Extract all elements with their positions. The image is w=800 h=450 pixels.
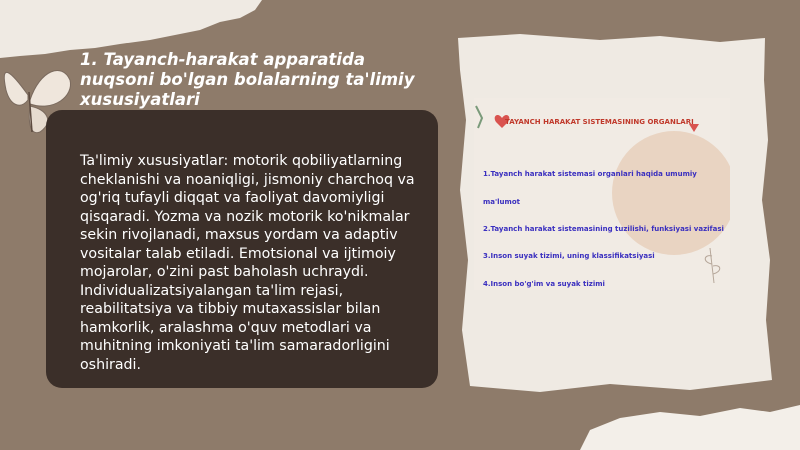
inset-item: 3.Inson suyak tizimi, uning klassifikatsiyasi: [483, 252, 655, 260]
inset-slide-image: [474, 98, 730, 290]
inset-item: 1.Tayanch harakat sistemasi organlari haqida umumiy: [483, 170, 697, 178]
inset-item: 2.Tayanch harakat sistemasining tuzilishi, funksiyasi vazifasi: [483, 225, 724, 233]
torn-paper-bottom-right: [580, 405, 800, 450]
inset-item: 4.Inson bo'g'im va suyak tizimi: [483, 280, 605, 288]
inset-title: TAYANCH HARAKAT SISTEMASINING ORGANLARI: [505, 118, 694, 126]
slide-body-text: Ta'limiy xususiyatlar: motorik qobiliyatlarning cheklanishi va noaniqligi, jismoniy charchoq va og'riq tufayli diqqat va faoliyat davomiyligi qisqaradi. Yozma va nozik motorik ko'nikmalar sekin rivojlanadi, maxsus yordam va adaptiv vositalar talab etiladi. Emotsional va ijtimoiy mojarolar, o'zini past baholash uchraydi. Individualizatsiyalangan ta'lim rejasi, reabilitatsiya va tibbiy mutaxassislar bilan hamkorlik, aralashma o'quv metodlari va muhitning imkoniyati ta'lim samaradorligini oshiradi.: [80, 153, 415, 373]
inset-item: ma'lumot: [483, 198, 520, 206]
slide-title: 1. Tayanch-harakat apparatida nuqsoni bo'lgan bolalarning ta'limiy xususiyatlari: [80, 50, 415, 109]
